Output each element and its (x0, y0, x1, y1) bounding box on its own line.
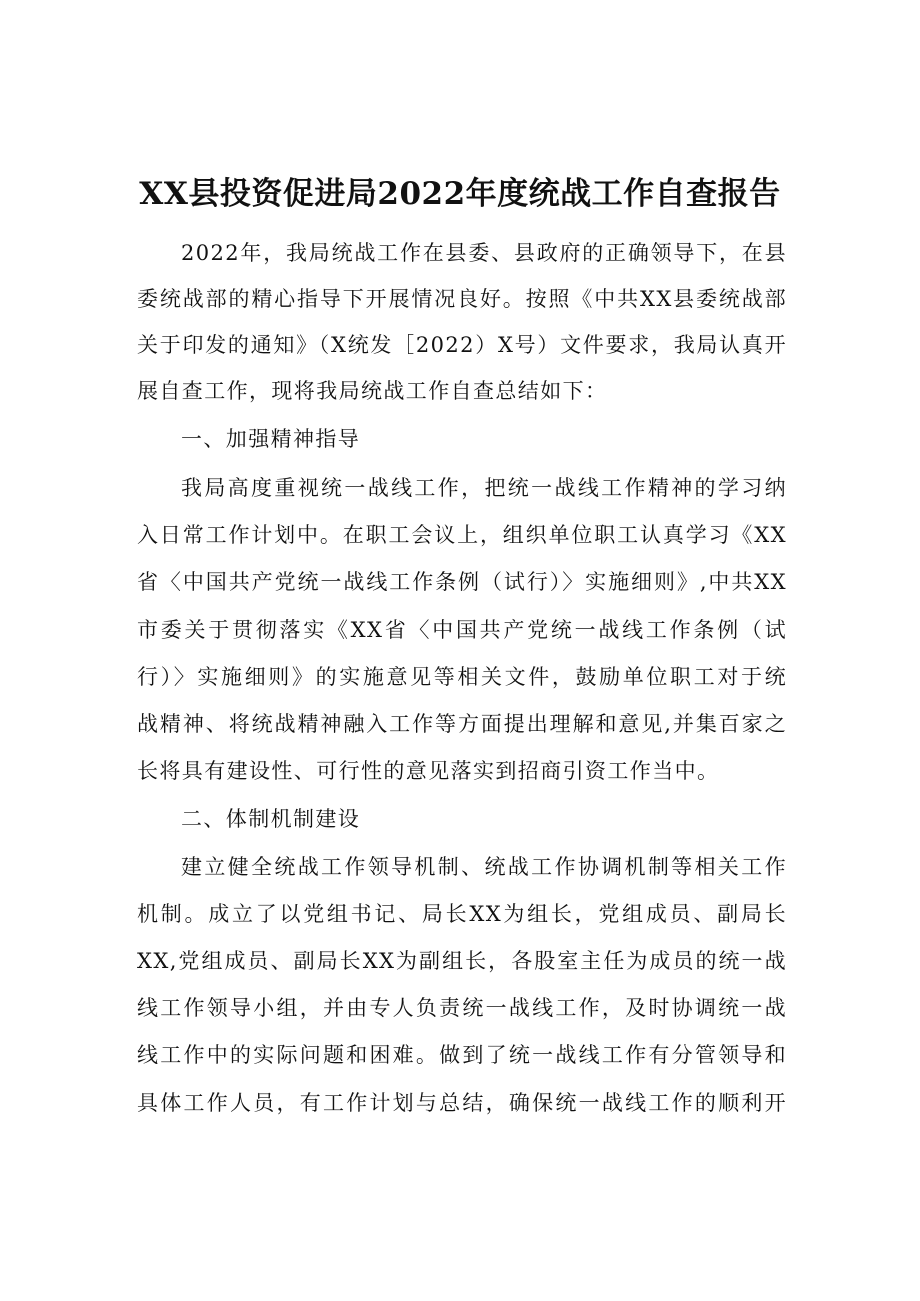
paragraph-line: 战精神、将统战精神融入工作等方面提出理解和意见,并集百家之 (137, 712, 787, 736)
section-heading: 二、体制机制建设 (181, 807, 361, 831)
paragraph-line: 省〈中国共产党统一战线工作条例（试行）〉实施细则》,中共XX (137, 570, 787, 594)
paragraph-line: 线工作领导小组，并由专人负责统一战线工作，及时协调统一战 (137, 996, 787, 1020)
paragraph-line: 我局高度重视统一战线工作，把统一战线工作精神的学习纳 (181, 476, 787, 500)
paragraph-line: 长将具有建设性、可行性的意见落实到招商引资工作当中。 (137, 759, 720, 783)
paragraph-line: 展自查工作，现将我局统战工作自查总结如下： (137, 379, 608, 403)
paragraph-line: 2022年，我局统战工作在县委、县政府的正确领导下，在县 (181, 241, 787, 265)
paragraph-line: XX,党组成员、副局长XX为副组长，各股室主任为成员的统一战 (137, 949, 787, 973)
document-title: XX县投资促进局2022年度统战工作自查报告 (139, 176, 781, 212)
section-heading: 一、加强精神指导 (181, 427, 361, 451)
paragraph-line: 行）〉实施细则》的实施意见等相关文件，鼓励单位职工对于统 (137, 665, 787, 689)
paragraph-line: 入日常工作计划中。在职工会议上，组织单位职工认真学习《XX (137, 523, 787, 547)
paragraph-line: 关于印发的通知》（X统发［2022）X号）文件要求，我局认真开 (137, 333, 787, 357)
paragraph-line: 线工作中的实际问题和困难。做到了统一战线工作有分管领导和 (137, 1043, 787, 1067)
paragraph-line: 市委关于贯彻落实《XX省〈中国共产党统一战线工作条例（试 (137, 618, 787, 642)
paragraph-line: 具体工作人员，有工作计划与总结，确保统一战线工作的顺利开 (137, 1091, 787, 1115)
paragraph-line: 建立健全统战工作领导机制、统战工作协调机制等相关工作 (181, 855, 787, 879)
paragraph-line: 委统战部的精心指导下开展情况良好。按照《中共XX县委统战部 (137, 287, 787, 311)
paragraph-line: 机制。成立了以党组书记、局长XX为组长，党组成员、副局长 (137, 902, 787, 926)
